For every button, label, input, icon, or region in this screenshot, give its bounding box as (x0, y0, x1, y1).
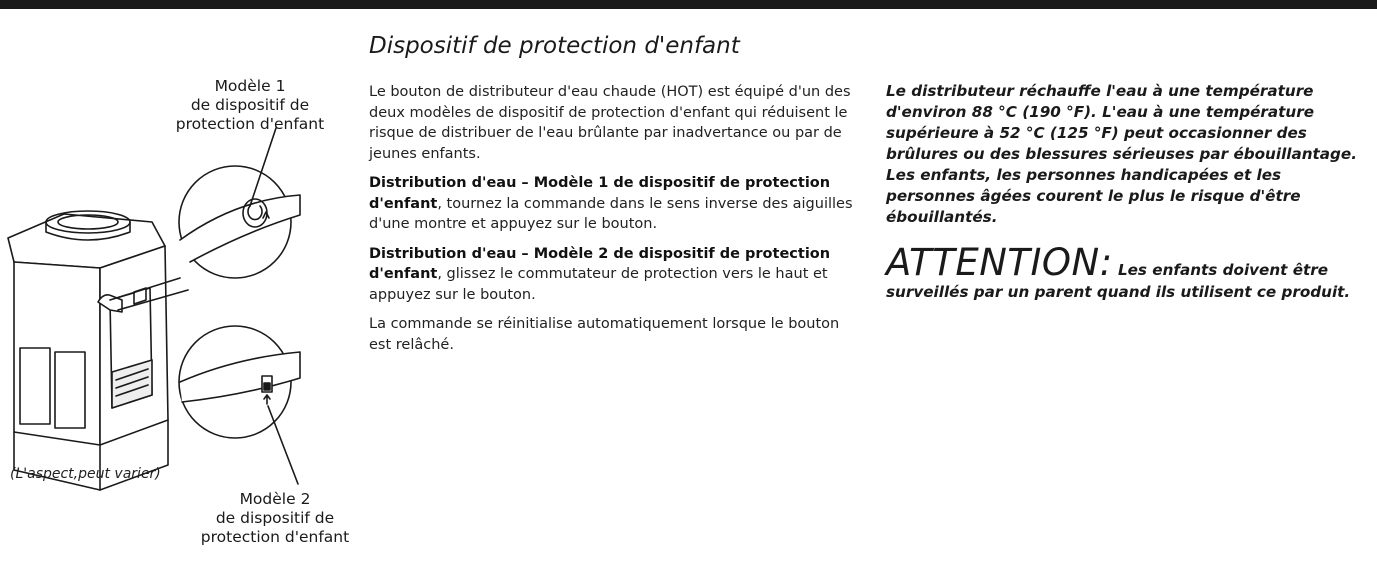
instructions-column (369, 82, 864, 364)
temperature-warning: Le distributeur réchauffe l'eau à une température d'environ 88 °C (190 °F). L'eau à une température supérieure à 52 °C (125 °F) peut occasionner des brûlures ou des blessures sérieuses par ébouillantage. Les enfants, les personnes handicapées et les personnes âgées courent le plus le risque d'être ébouillantés. (886, 82, 1357, 226)
model-1-instructions (369, 173, 864, 235)
attention-text: Les enfants doivent être surveillés par un parent quand ils utilisent ce produit. (886, 261, 1351, 301)
model-1-label-line1: Modèle 1 (214, 77, 286, 95)
model-2-label (175, 490, 375, 547)
model-2-label-line2: de dispositif de (215, 509, 335, 527)
section-title: Dispositif de protection d'enfant (369, 33, 740, 59)
model-1-text: , tournez la commande dans le sens inverse des aiguilles d'une montre et appuyez sur le bouton. (369, 195, 853, 232)
reset-note: La commande se réinitialise automatiquement lorsque le bouton est relâché. (369, 316, 840, 353)
model-2-label-line1: Modèle 2 (239, 490, 311, 508)
intro-paragraph: Le bouton de distributeur d'eau chaude (HOT) est équipé d'un des deux modèles de dispositif de protection d'enfant qui réduisent le risque de distribuer de l'eau brûlante par inadvertance ou par de jeunes enfants. (369, 84, 851, 162)
attention-heading: ATTENTION: (886, 241, 1113, 284)
dispenser-illustration (0, 0, 372, 564)
attention-notice (886, 241, 1366, 303)
appearance-caption: (L'aspect,peut varier) (10, 466, 161, 482)
model-2-label-line3: protection d'enfant (200, 528, 350, 546)
model-2-text: , glissez le commutateur de protection vers le haut et appuyez sur le bouton. (369, 266, 828, 303)
model-1-label (150, 77, 350, 134)
model-1-heading: Distribution d'eau – Modèle 1 de dispositif de protection d'enfant (369, 175, 831, 212)
model-2-heading: Distribution d'eau – Modèle 2 de dispositif de protection d'enfant (369, 245, 831, 282)
model-1-label-line3: protection d'enfant (175, 115, 325, 133)
warning-column (886, 81, 1366, 303)
model-2-instructions (369, 244, 864, 306)
model-1-label-line2: de dispositif de (190, 96, 310, 114)
